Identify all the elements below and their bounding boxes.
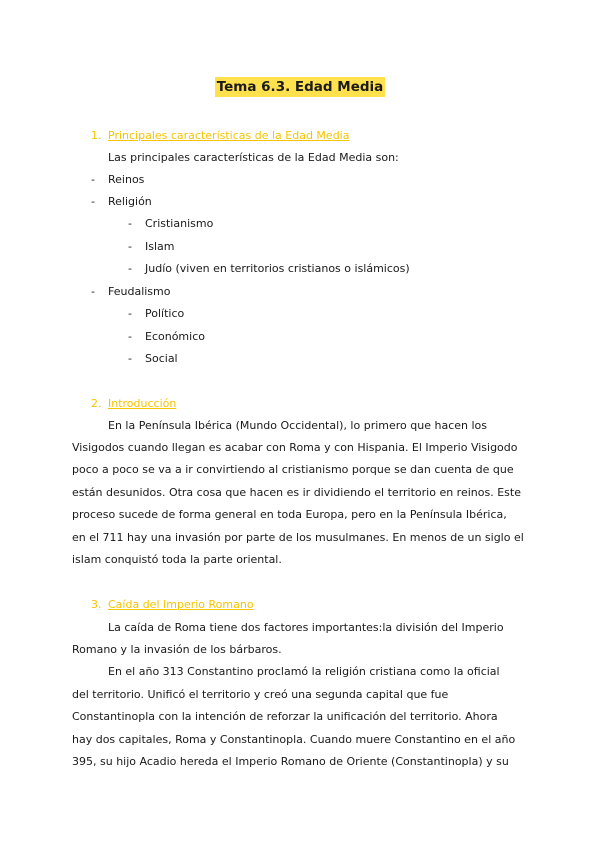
list-item-reinos: Reinos [108,173,145,186]
paragraph-line: 395, su hijo Acadio hereda el Imperio Romano de Oriente (Constantinopla) y su [72,755,509,768]
list-item-religion: Religión [108,195,152,208]
list-dash: - [91,173,95,186]
section-3-number: 3. [91,598,102,611]
paragraph-line: La caída de Roma tiene dos factores importantes:la división del Imperio [108,621,504,634]
sublist-item: Cristianismo [145,217,214,230]
paragraph-line: del territorio. Unificó el territorio y creó una segunda capital que fue [72,688,449,701]
title-container [0,76,600,97]
sublist-item: Islam [145,240,175,253]
sublist-dash: - [128,307,132,320]
sublist-item: Político [145,307,185,320]
paragraph-line: en el 711 hay una invasión por parte de los musulmanes. En menos de un siglo el [72,531,524,544]
section-1-heading: Principales características de la Edad Media [108,129,350,142]
section-1-number: 1. [91,129,102,142]
sublist-dash: - [128,262,132,275]
sublist-dash: - [128,352,132,365]
sublist-item: Social [145,352,178,365]
paragraph-line: proceso sucede de forma general en toda Europa, pero en la Península Ibérica, [72,508,507,521]
paragraph-line: Romano y la invasión de los bárbaros. [72,643,282,656]
section-2-heading: Introducción [108,397,177,410]
list-dash: - [91,285,95,298]
paragraph-line: Visigodos cuando llegan es acabar con Roma y con Hispania. El Imperio Visigodo [72,441,518,454]
section-2-number: 2. [91,397,102,410]
paragraph-line: En el año 313 Constantino proclamó la religión cristiana como la oficial [108,665,500,678]
section-1-intro: Las principales características de la Edad Media son: [108,151,399,164]
list-dash: - [91,195,95,208]
paragraph-line: están desunidos. Otra cosa que hacen es ir dividiendo el territorio en reinos. Este [72,486,521,499]
paragraph-line: islam conquistó toda la parte oriental. [72,553,282,566]
sublist-dash: - [128,217,132,230]
paragraph-line: hay dos capitales, Roma y Constantinopla. Cuando muere Constantino en el año [72,733,516,746]
list-item-feudalismo: Feudalismo [108,285,171,298]
section-3-heading: Caída del Imperio Romano [108,598,254,611]
paragraph-line: En la Península Ibérica (Mundo Occidental), lo primero que hacen los [108,419,488,432]
sublist-item: Económico [145,330,205,343]
sublist-dash: - [128,330,132,343]
paragraph-line: poco a poco se va a ir convirtiendo al cristianismo porque se dan cuenta de que [72,463,514,476]
page-title: Tema 6.3. Edad Media [216,79,384,95]
sublist-item: Judío (viven en territorios cristianos o islámicos) [145,262,410,275]
paragraph-line: Constantinopla con la intención de reforzar la unificación del territorio. Ahora [72,710,498,723]
sublist-dash: - [128,240,132,253]
